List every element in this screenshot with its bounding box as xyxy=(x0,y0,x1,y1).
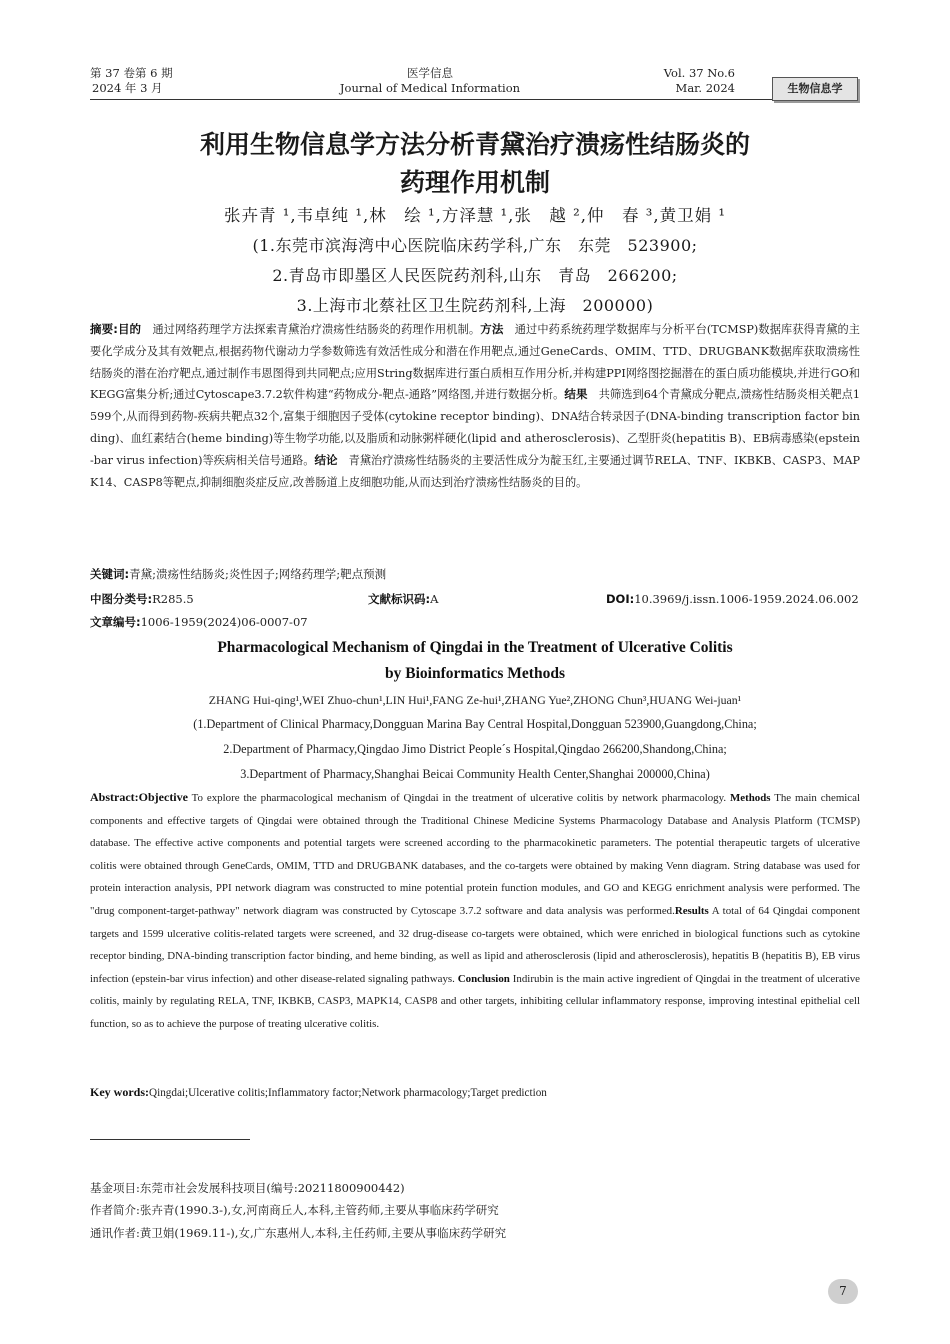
conclusion-cn-label: 结论 xyxy=(314,452,338,467)
conclusion-en-label: Conclusion xyxy=(457,972,510,985)
clc-value: R285.5 xyxy=(152,592,194,606)
keywords-cn-label: 关键词: xyxy=(90,567,130,581)
journal-issue-cn xyxy=(90,66,173,96)
objective-en-text: To explore the pharmacological mechanism of Qingdai in the treatment of ulcerative colitis by network pharmacology. xyxy=(187,792,730,804)
objective-en-label: Objective xyxy=(138,790,188,804)
header-volume-en: Vol. 37 No.6 xyxy=(663,66,735,80)
doi-value: 10.3969/j.issn.1006-1959.2024.06.002 xyxy=(634,592,859,606)
author-bio-note: 作者简介:张卉青(1990.3-),女,河南商丘人,本科,主管药师,主要从事临床药学研究 xyxy=(90,1203,499,1217)
section-badge: 生物信息学 xyxy=(772,77,858,101)
keywords-en xyxy=(90,1082,547,1103)
affiliation-en-3: 3.Department of Pharmacy,Shanghai Beicai Community Health Center,Shanghai 200000,China) xyxy=(240,767,710,781)
title-cn-line2: 药理作用机制 xyxy=(399,168,550,197)
objective-cn-label: 目的 xyxy=(117,322,142,336)
clc-label: 中图分类号: xyxy=(90,592,153,606)
affiliation-cn-3: 3.上海市北蔡社区卫生院药剂科,上海 200000) xyxy=(296,296,654,315)
funding-note: 基金项目:东莞市社会发展科技项目(编号:20211800900442) xyxy=(90,1181,405,1195)
abstract-cn-label: 摘要: xyxy=(90,322,118,336)
keywords-en-label: Key words: xyxy=(90,1085,149,1099)
document-code xyxy=(368,589,438,609)
authors-cn: 张卉青 ¹,韦卓纯 ¹,林 绘 ¹,方泽慧 ¹,张 越 ²,仲 春 ³,黄卫娟 ¹ xyxy=(224,206,726,225)
journal-name xyxy=(330,66,530,96)
affiliation-cn-1: (1.东莞市滨海湾中心医院临床药学科,广东 东莞 523900; xyxy=(252,236,698,255)
doc-code-label: 文献标识码: xyxy=(368,592,431,606)
methods-cn-label: 方法 xyxy=(480,322,504,336)
conclusion-cn-text: 青黛治疗溃疡性结肠炎的主要活性成分为靛玉红,主要通过调节RELA、TNF、IKBKB、CASP3、MAPK14、CASP8等靶点,抑制细胞炎症反应,改善肠道上皮细胞功能,从而达到治疗溃疡性结肠炎的目的。 xyxy=(90,453,860,489)
title-cn-line1: 利用生物信息学方法分析青黛治疗溃疡性结肠炎的 xyxy=(199,130,750,159)
abstract-cn xyxy=(90,319,860,493)
methods-en-label: Methods xyxy=(729,792,771,804)
clc-number xyxy=(90,589,194,609)
corresponding-author-note: 通讯作者:黄卫娟(1969.11-),女,广东惠州人,本科,主任药师,主要从事临床药学研究 xyxy=(90,1226,507,1240)
results-en-text: A total of 64 Qingdai component targets and 1599 ulcerative colitis-related targets were screened, and 32 drug-disease co-targets were obtained, which were enriched in biological functions such as cytokine receptor binding, DNA-binding transcription factor binding, and heme binding, as well as lipid and atherosclerosis (lipid and atherosclerosis), hepatitis B (hepatitis B), EB virus infection (epstein-bar virus infection) and other disease-related signaling pathways. xyxy=(90,904,861,985)
header-journal-cn: 医学信息 xyxy=(407,66,453,80)
footnote-rule xyxy=(90,1139,250,1140)
objective-cn-text: 通过网络药理学方法探索青黛治疗溃疡性结肠炎的药理作用机制。 xyxy=(141,323,481,336)
conclusion-en-text: Indirubin is the main active ingredient of Qingdai in the treatment of ulcerative colitis, mainly by regulating RELA, TNF, IKBKB, CASP3, MAPK14, CASP8 and other targets, inhibiting cellular inflammatory response, improving intestinal epithelial cell function, so as to achieve the purpose of treating ulcerative colitis. xyxy=(90,972,861,1030)
page-number: 7 xyxy=(828,1279,858,1304)
affiliation-en-1: (1.Department of Clinical Pharmacy,Dongguan Marina Bay Central Hospital,Dongguan 523900,Guangdong,China; xyxy=(193,717,757,731)
title-en-line2: by Bioinformatics Methods xyxy=(385,665,565,682)
header-journal-en: Journal of Medical Information xyxy=(339,81,521,95)
abstract-en xyxy=(90,786,860,1036)
header-rule xyxy=(90,99,860,100)
abstract-en-label: Abstract: xyxy=(90,790,139,804)
doi xyxy=(606,589,859,609)
keywords-en-value: Qingdai;Ulcerative colitis;Inflammatory factor;Network pharmacology;Target prediction xyxy=(149,1087,547,1099)
affiliation-en-2: 2.Department of Pharmacy,Qingdao Jimo District People´s Hospital,Qingdao 266200,Shandong,China; xyxy=(223,742,727,756)
results-cn-text: 共筛选到64个青黛成分靶点,溃疡性结肠炎相关靶点1599个,从而得到药物-疾病共靶点32个,富集于细胞因子受体(cytokine receptor binding)、DNA结合转录因子(DNA-binding transcription factor binding)、血红素结合(heme binding)等生物学功能,以及脂质和动脉粥样硬化(lipid and atherosclerosis)、乙型肝炎(hepatitis B)、EB病毒感染(epstein-bar virus infection)等疾病相关信号通路。 xyxy=(90,388,860,467)
doc-code-value: A xyxy=(430,592,439,606)
results-en-label: Results xyxy=(674,904,709,917)
authors-en: ZHANG Hui-qing¹,WEI Zhuo-chun¹,LIN Hui¹,FANG Ze-hui¹,ZHANG Yue²,ZHONG Chun³,HUANG Wei-juan¹ xyxy=(208,693,742,707)
keywords-cn-value: 青黛;溃疡性结肠炎;炎性因子;网络药理学;靶点预测 xyxy=(129,567,387,581)
results-cn-label: 结果 xyxy=(564,387,588,402)
header-date-en: Mar. 2024 xyxy=(675,81,735,95)
header-volume-cn: 第 37 卷第 6 期 xyxy=(90,66,173,80)
article-number xyxy=(90,612,308,632)
header-date-cn: 2024 年 3 月 xyxy=(92,81,163,95)
article-number-label: 文章编号: xyxy=(90,615,141,629)
methods-en-text: The main chemical components and effective targets of Qingdai were obtained through the Traditional Chinese Medicine Systems Pharmacology Database and Analysis Platform (TCMSP) database. The effective active components and potential targets were screened according to the pharmacokinetic parameters. The potential therapeutic targets of ulcerative colitis were obtained through GeneCards, OMIM, TTD and DRUGBANK databases, and the co-targets were obtained by making Venn diagram. String database was used for protein interaction analysis, PPI network diagram was constructed to mine potential protein function modules, and GO and KEGG enrichment analysis were performed. The "drug component-target-pathway" network diagram was constructed by Cytoscape 3.7.2 software and data analysis was performed. xyxy=(90,792,861,917)
title-en-line1: Pharmacological Mechanism of Qingdai in the Treatment of Ulcerative Colitis xyxy=(217,639,733,656)
affiliation-cn-2: 2.青岛市即墨区人民医院药剂科,山东 青岛 266200; xyxy=(272,266,678,285)
journal-issue-en xyxy=(640,66,735,96)
methods-cn-text: 通过中药系统药理学数据库与分析平台(TCMSP)数据库获得青黛的主要化学成分及其有效靶点,根据药物代谢动力学参数筛选有效活性成分和潜在作用靶点,通过GeneCards、OMIM、TTD、DRUGBANK数据库获取溃疡性结肠炎的潜在治疗靶点,通过制作韦恩图得到共同靶点;应用String数据库进行蛋白质相互作用分析,并构建PPI网络图挖掘潜在的蛋白质功能模块,并进行GO和KEGG富集分析;通过Cytoscape3.7.2软件构建“药物成分-靶点-通路”网络图,并进行数据分析。 xyxy=(90,323,860,402)
article-number-value: 1006-1959(2024)06-0007-07 xyxy=(140,615,308,629)
doi-label: DOI: xyxy=(606,592,635,606)
keywords-cn xyxy=(90,564,386,584)
